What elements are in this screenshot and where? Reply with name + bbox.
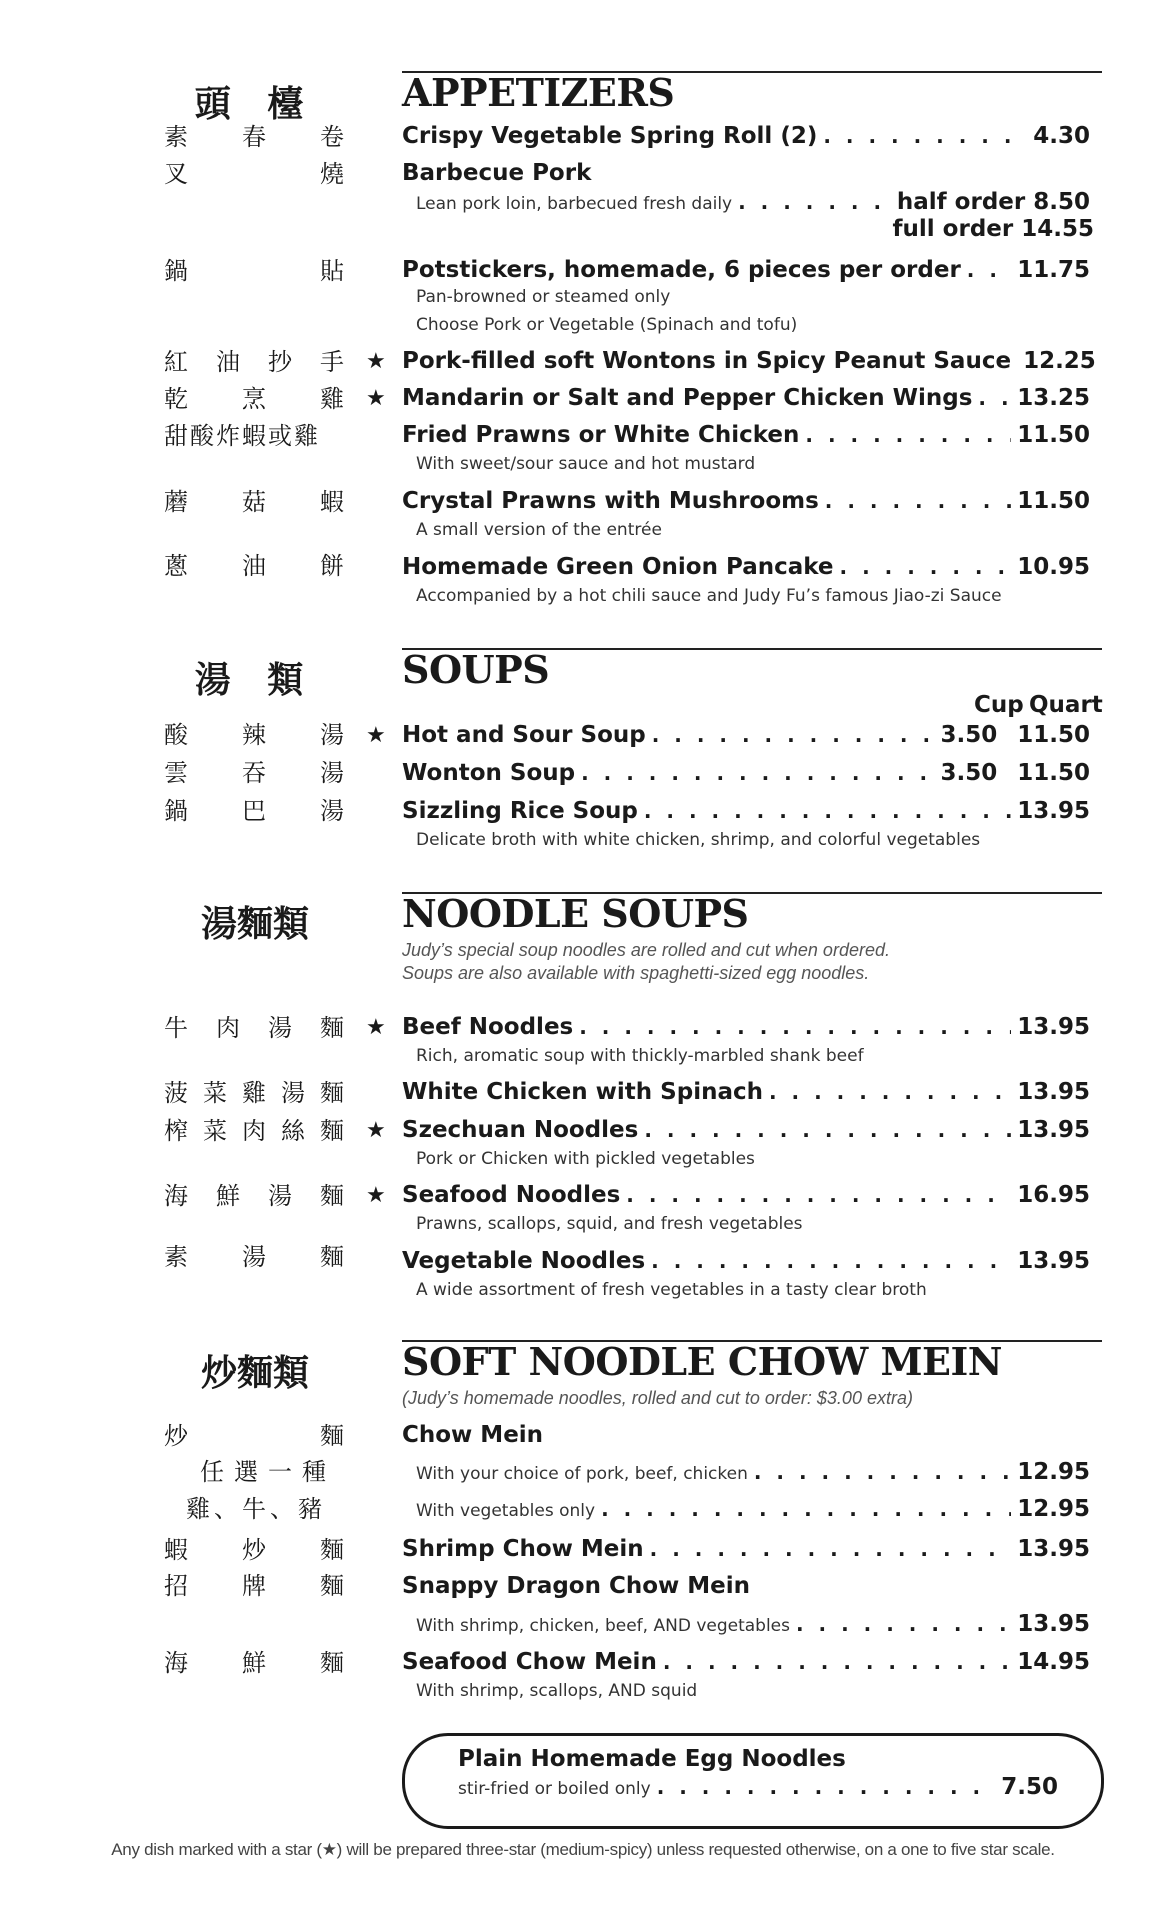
- item-name: Mandarin or Salt and Pepper Chicken Wings: [402, 385, 973, 411]
- chow-mein-heading: SOFT NOODLE CHOW MEIN: [402, 1339, 1003, 1384]
- item-price: 13.95: [1017, 1117, 1090, 1143]
- dot-leader: [663, 1647, 1011, 1677]
- noodle-soups-heading: NOODLE SOUPS: [402, 891, 749, 936]
- item-description: Rich, aromatic soup with thickly-marbled shank beef: [416, 1046, 864, 1066]
- zh-label: 叉 燒: [164, 160, 344, 188]
- item-description: With vegetables only: [416, 1501, 596, 1521]
- item-name: White Chicken with Spinach: [402, 1079, 763, 1105]
- dot-leader: [626, 1180, 1011, 1210]
- item-description: With sweet/sour sauce and hot mustard: [416, 454, 756, 474]
- dot-leader: [978, 383, 1011, 413]
- item-price: 13.95: [1017, 1611, 1090, 1637]
- item-name: Crispy Vegetable Spring Roll (2): [402, 123, 818, 149]
- item-description: With your choice of pork, beef, chicken: [416, 1464, 748, 1484]
- dot-leader: [825, 486, 1011, 516]
- dot-leader: [967, 255, 1011, 285]
- dot-leader: [579, 1012, 1011, 1042]
- spicy-star-icon: ★: [366, 1015, 386, 1040]
- item-price: 11.75: [1017, 257, 1090, 283]
- item-price: 11.50: [1017, 488, 1090, 514]
- item-price: 13.95: [1017, 1536, 1090, 1562]
- zh-label: 牛 肉 湯 麵: [164, 1014, 344, 1042]
- item-description: Pan-browned or steamed only: [416, 287, 671, 307]
- chow-mein-zh-heading: 炒麵類: [200, 1352, 309, 1394]
- item-price-cup: 3.50: [940, 760, 998, 786]
- dot-leader: [601, 1496, 1011, 1522]
- item-name: Snappy Dragon Chow Mein: [402, 1573, 751, 1599]
- zh-label: 蘑 菇 蝦: [164, 488, 344, 516]
- item-description: With shrimp, chicken, beef, AND vegetables: [416, 1616, 790, 1636]
- item-description: stir-fried or boiled only: [458, 1779, 651, 1799]
- menu-item: [402, 796, 1090, 826]
- dot-leader: [657, 1775, 996, 1799]
- item-price: 12.95: [1017, 1496, 1090, 1522]
- item-description: A wide assortment of fresh vegetables in a tasty clear broth: [416, 1280, 927, 1300]
- noodle-soups-zh-heading: 湯麵類: [200, 903, 309, 945]
- zh-label: 海 鮮 湯 麵: [164, 1182, 344, 1210]
- item-description: Accompanied by a hot chili sauce and Judy Fu’s famous Jiao-zi Sauce: [416, 586, 1002, 606]
- dot-leader: [644, 796, 1011, 826]
- zh-label: 炒 麵: [164, 1422, 344, 1450]
- dot-leader: [840, 552, 1012, 582]
- section-note: Soups are also available with spaghetti-sized egg noodles.: [402, 963, 870, 983]
- item-description: Delicate broth with white chicken, shrimp, and colorful vegetables: [416, 830, 981, 850]
- menu-item: [402, 1077, 1090, 1107]
- item-name: Fried Prawns or White Chicken: [402, 422, 800, 448]
- menu-item: [402, 383, 1090, 413]
- item-price: 14.95: [1017, 1649, 1090, 1675]
- item-price: 16.95: [1017, 1182, 1090, 1208]
- menu-item: [402, 1571, 1090, 1601]
- menu-subitem: [416, 1496, 1090, 1524]
- dot-leader: [652, 720, 935, 750]
- menu-item: [402, 758, 1090, 788]
- item-name: Barbecue Pork: [402, 160, 592, 186]
- menu-subitem: [416, 1611, 1090, 1639]
- item-price: 13.25: [1017, 385, 1090, 411]
- item-name: Beef Noodles: [402, 1014, 574, 1040]
- menu-item: [402, 158, 1090, 188]
- zh-label: 甜酸炸蝦或雞: [164, 422, 320, 450]
- appetizers-zh-heading: 頭 檯: [194, 83, 316, 125]
- dot-leader: [823, 121, 1027, 151]
- section-note: (Judy’s homemade noodles, rolled and cut to order: $3.00 extra): [402, 1388, 913, 1408]
- plain-noodles-box: [402, 1733, 1104, 1829]
- dot-leader: [581, 758, 934, 788]
- zh-label: 鍋 巴 湯: [164, 797, 344, 825]
- menu-item: [402, 1115, 1090, 1145]
- item-price-full: full order 14.55: [892, 216, 1094, 242]
- item-name: Szechuan Noodles: [402, 1117, 639, 1143]
- menu-subitem: [416, 189, 1090, 217]
- spicy-star-icon: ★: [366, 386, 386, 411]
- zh-label: 雞、牛、豬: [186, 1495, 326, 1523]
- item-name: Homemade Green Onion Pancake: [402, 554, 834, 580]
- menu-item: [402, 1012, 1090, 1042]
- menu-subitem: [458, 1774, 1058, 1800]
- menu-item: [402, 1420, 1090, 1450]
- item-price-quart: 11.50: [1017, 760, 1090, 786]
- menu-item: [402, 1647, 1090, 1677]
- item-name: Seafood Chow Mein: [402, 1649, 657, 1675]
- menu-item: [402, 486, 1090, 516]
- item-description: Pork or Chicken with pickled vegetables: [416, 1149, 755, 1169]
- item-price-quart: 11.50: [1017, 722, 1090, 748]
- zh-label: 紅 油 抄 手: [164, 348, 344, 376]
- item-name: Vegetable Noodles: [402, 1248, 646, 1274]
- item-price: 13.95: [1017, 1248, 1090, 1274]
- menu-item: [402, 1246, 1090, 1276]
- spicy-star-icon: ★: [366, 1183, 386, 1208]
- item-name: Plain Homemade Egg Noodles: [458, 1746, 846, 1772]
- menu-subitem: [416, 1459, 1090, 1487]
- dot-leader: [754, 1459, 1011, 1485]
- zh-label: 蔥 油 餅: [164, 552, 344, 580]
- spicy-star-icon: ★: [366, 723, 386, 748]
- item-price: 12.25: [1023, 348, 1096, 374]
- section-note: Judy’s special soup noodles are rolled and cut when ordered.: [402, 940, 890, 960]
- spicy-star-icon: ★: [366, 349, 386, 374]
- item-price: 7.50: [1001, 1774, 1058, 1800]
- zh-label: 素 春 卷: [164, 123, 344, 151]
- item-price-half: half order 8.50: [896, 189, 1090, 215]
- menu-item: [402, 552, 1090, 582]
- footer-note: Any dish marked with a star (★) will be prepared three-star (medium-spicy) unless requested otherwise, on a one to five star scale.: [111, 1840, 1055, 1859]
- zh-label: 菠 菜 雞 湯 麵: [164, 1079, 344, 1107]
- menu-item: [402, 121, 1090, 151]
- menu-item: [402, 420, 1090, 450]
- menu-item: [402, 1534, 1090, 1564]
- soups-zh-heading: 湯 類: [194, 659, 316, 701]
- item-price: 12.95: [1017, 1459, 1090, 1485]
- dot-leader: [650, 1534, 1012, 1564]
- item-name: Hot and Sour Soup: [402, 722, 646, 748]
- menu-item: [402, 720, 1090, 750]
- item-name: Chow Mein: [402, 1422, 544, 1448]
- dot-leader: [651, 1246, 1011, 1276]
- item-name: Seafood Noodles: [402, 1182, 621, 1208]
- item-price: 13.95: [1017, 798, 1090, 824]
- zh-label: 招 牌 麵: [164, 1572, 344, 1600]
- dot-leader: [644, 1115, 1011, 1145]
- item-name: Wonton Soup: [402, 760, 576, 786]
- menu-item: [402, 255, 1090, 285]
- item-price: 11.50: [1017, 422, 1090, 448]
- zh-label: 任選一種: [200, 1458, 336, 1486]
- appetizers-heading: APPETIZERS: [402, 70, 675, 115]
- item-price: 10.95: [1017, 554, 1090, 580]
- item-name: Crystal Prawns with Mushrooms: [402, 488, 819, 514]
- item-name: Potstickers, homemade, 6 pieces per order: [402, 257, 961, 283]
- cup-column-heading: Cup: [974, 692, 1024, 718]
- item-description: Choose Pork or Vegetable (Spinach and tofu): [416, 315, 798, 335]
- item-price: 4.30: [1033, 123, 1090, 149]
- soups-heading: SOUPS: [402, 647, 550, 692]
- dot-leader: [796, 1611, 1011, 1637]
- item-description: Prawns, scallops, squid, and fresh vegetables: [416, 1214, 803, 1234]
- item-description: Lean pork loin, barbecued fresh daily: [416, 194, 733, 214]
- item-price: 13.95: [1017, 1014, 1090, 1040]
- zh-label: 海 鮮 麵: [164, 1649, 344, 1677]
- item-name: Pork-filled soft Wontons in Spicy Peanut Sauce: [402, 348, 1012, 374]
- item-description: With shrimp, scallops, AND squid: [416, 1681, 698, 1701]
- zh-label: 榨 菜 肉 絲 麵: [164, 1117, 344, 1145]
- menu-item: [402, 1180, 1090, 1210]
- item-price: 13.95: [1017, 1079, 1090, 1105]
- item-description: A small version of the entrée: [416, 520, 662, 540]
- zh-label: 蝦 炒 麵: [164, 1536, 344, 1564]
- zh-label: 乾 烹 雞: [164, 385, 344, 413]
- zh-label: 素 湯 麵: [164, 1243, 344, 1271]
- dot-leader: [738, 189, 891, 215]
- zh-label: 鍋 貼: [164, 257, 344, 285]
- item-name: Sizzling Rice Soup: [402, 798, 638, 824]
- quart-column-heading: Quart: [1029, 692, 1103, 718]
- menu-item: [402, 346, 1096, 376]
- dot-leader: [805, 420, 1011, 450]
- zh-label: 酸 辣 湯: [164, 721, 344, 749]
- item-name: Shrimp Chow Mein: [402, 1536, 644, 1562]
- dot-leader: [769, 1077, 1011, 1107]
- zh-label: 雲 吞 湯: [164, 759, 344, 787]
- spicy-star-icon: ★: [366, 1118, 386, 1143]
- item-price-cup: 3.50: [940, 722, 998, 748]
